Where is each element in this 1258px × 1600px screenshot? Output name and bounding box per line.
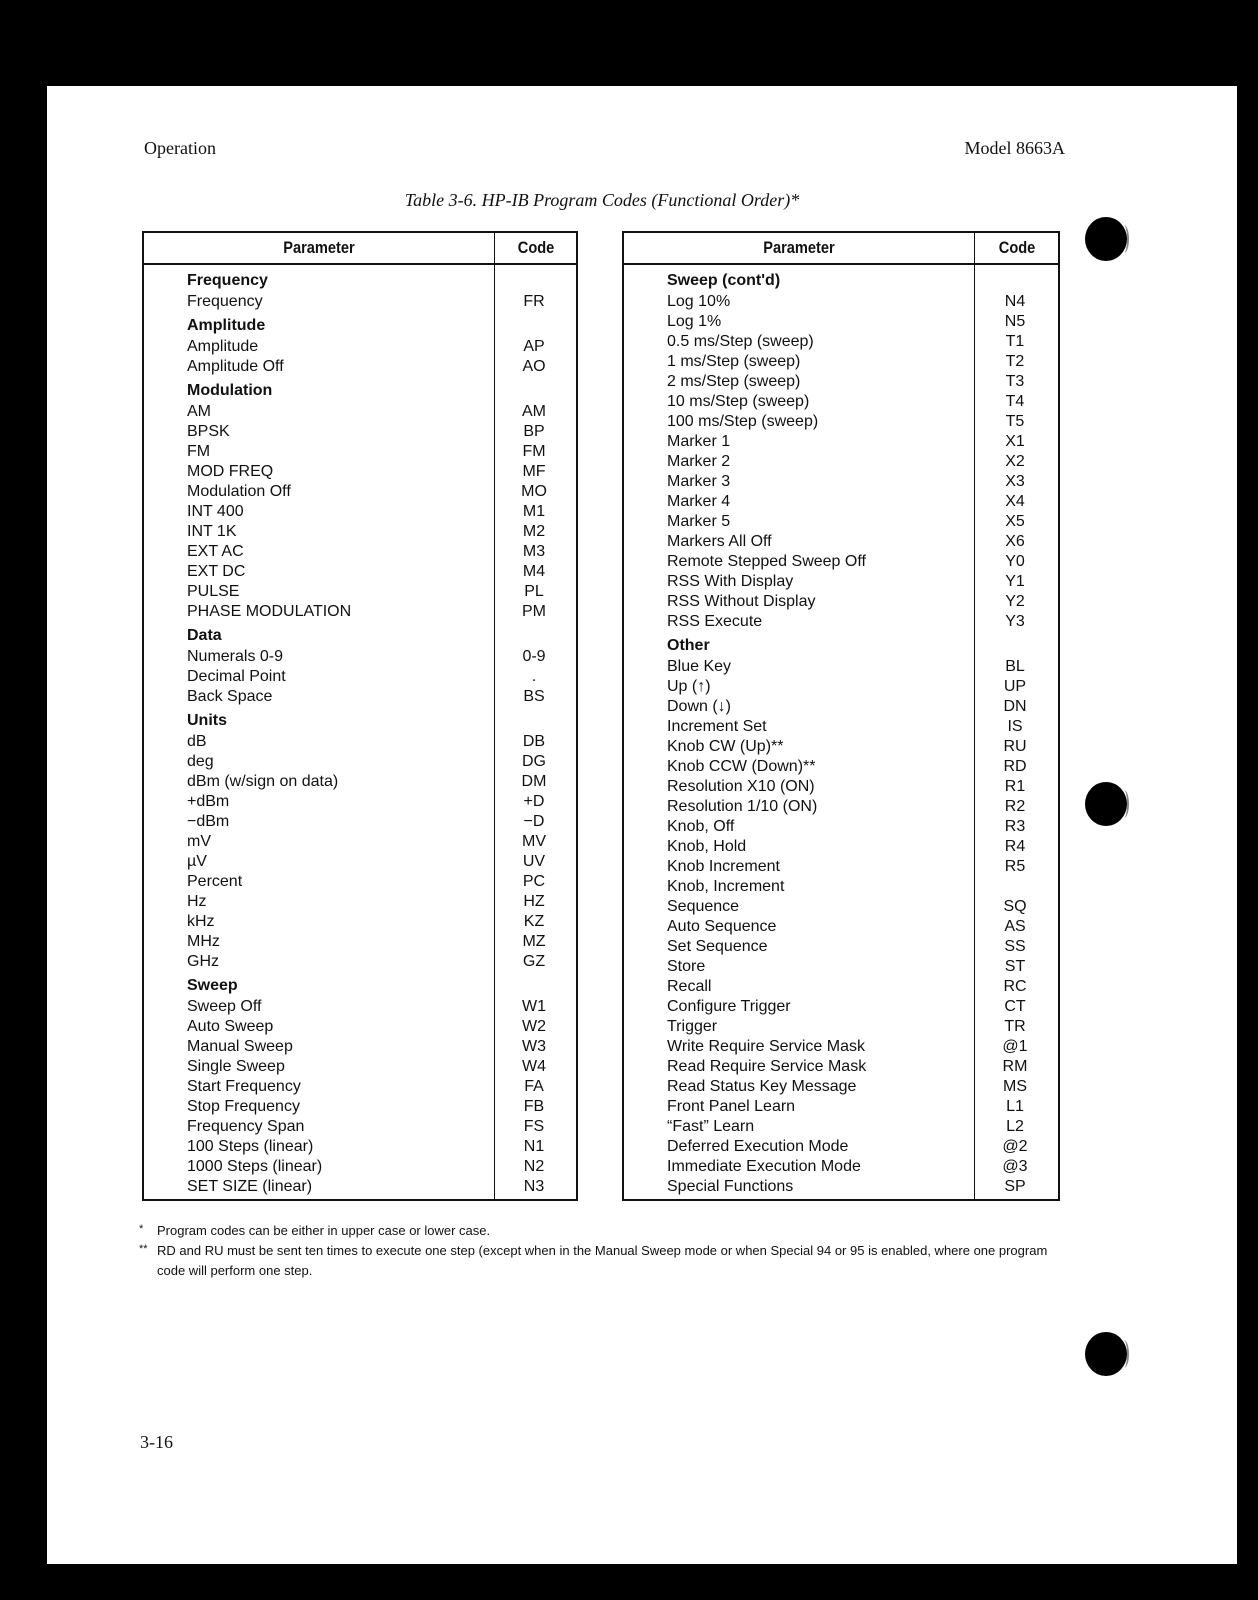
table-row	[623, 817, 1059, 837]
parameter-cell: −dBm	[143, 812, 495, 832]
table-row	[143, 1097, 577, 1117]
column-header-code: Code	[980, 232, 1053, 264]
section-heading: Frequency	[143, 264, 495, 292]
document-page	[47, 86, 1237, 1564]
footnote	[135, 1241, 1057, 1281]
code-cell: M2	[522, 523, 546, 540]
parameter-cell: Marker 2	[623, 452, 975, 472]
code-cell: GZ	[522, 953, 546, 970]
parameter-cell: Frequency Span	[143, 1117, 495, 1137]
parameter-cell: AM	[143, 402, 495, 422]
parameter-cell: 100 ms/Step (sweep)	[623, 412, 975, 432]
code-cell	[975, 632, 1060, 657]
code-cell	[495, 972, 578, 997]
code-cell: +D	[523, 793, 545, 810]
parameter-cell: 100 Steps (linear)	[143, 1137, 495, 1157]
code-cell: SS	[1004, 938, 1026, 955]
table-row	[143, 892, 577, 912]
program-codes-table-right	[622, 231, 1060, 1201]
parameter-cell: Decimal Point	[143, 667, 495, 687]
table-row	[143, 792, 577, 812]
parameter-cell: 1000 Steps (linear)	[143, 1157, 495, 1177]
table-row	[143, 422, 577, 442]
table-row	[143, 1017, 577, 1037]
footnote-text: RD and RU must be sent ten times to execute one step (except when in the Manual Sweep mode or when Special 94 or 95 is enabled, where one program code will perform one step.	[157, 1243, 1048, 1278]
table-row	[623, 797, 1059, 817]
table-row	[623, 897, 1059, 917]
parameter-cell: Increment Set	[623, 717, 975, 737]
parameter-cell: Knob, Increment	[623, 877, 975, 897]
parameter-cell: Knob CW (Up)**	[623, 737, 975, 757]
code-cell	[495, 264, 578, 292]
code-cell: T3	[1005, 373, 1025, 390]
table-row	[623, 492, 1059, 512]
parameter-cell: MOD FREQ	[143, 462, 495, 482]
parameter-cell: RSS Execute	[623, 612, 975, 632]
footnote-mark: *	[139, 1223, 144, 1235]
parameter-cell: Sweep Off	[143, 997, 495, 1017]
code-cell: R2	[1004, 798, 1026, 815]
table-row	[623, 977, 1059, 997]
code-cell	[975, 877, 1060, 897]
code-cell: RM	[1002, 1058, 1028, 1075]
parameter-cell: dB	[143, 732, 495, 752]
code-cell: DN	[1003, 698, 1027, 715]
code-cell: W1	[522, 998, 546, 1015]
code-cell: UP	[1003, 678, 1027, 695]
parameter-cell: Down (↓)	[623, 697, 975, 717]
footnotes	[135, 1221, 1057, 1281]
parameter-cell: Numerals 0-9	[143, 647, 495, 667]
table-row	[623, 512, 1059, 532]
code-cell: X3	[1005, 473, 1025, 490]
table-row	[143, 542, 577, 562]
section-heading: Units	[143, 707, 495, 732]
table-row	[623, 657, 1059, 677]
binder-hole	[1085, 1332, 1127, 1376]
section-row	[143, 377, 577, 402]
code-cell	[975, 264, 1060, 292]
code-cell: M3	[522, 543, 546, 560]
parameter-cell: Stop Frequency	[143, 1097, 495, 1117]
table-row	[623, 997, 1059, 1017]
table-row	[143, 772, 577, 792]
table-row	[143, 647, 577, 667]
parameter-cell: Marker 1	[623, 432, 975, 452]
table-row	[143, 442, 577, 462]
binder-hole	[1085, 217, 1127, 261]
code-cell: N2	[523, 1158, 545, 1175]
program-codes-table-left	[142, 231, 578, 1201]
parameter-cell: Percent	[143, 872, 495, 892]
parameter-cell: Amplitude Off	[143, 357, 495, 377]
parameter-cell: Auto Sequence	[623, 917, 975, 937]
parameter-cell: Frequency	[143, 292, 495, 312]
code-cell: RC	[1003, 978, 1027, 995]
code-cell: Y1	[1005, 573, 1025, 590]
code-cell: @3	[1002, 1158, 1028, 1175]
table-row	[623, 1097, 1059, 1117]
section-heading: Sweep (cont'd)	[623, 264, 975, 292]
code-cell: L2	[1006, 1118, 1024, 1135]
parameter-cell: 1 ms/Step (sweep)	[623, 352, 975, 372]
code-cell: L1	[1006, 1098, 1024, 1115]
table-row	[623, 717, 1059, 737]
parameter-cell: INT 1K	[143, 522, 495, 542]
code-cell: SP	[1004, 1178, 1026, 1195]
table-row	[143, 752, 577, 772]
table-row	[143, 732, 577, 752]
section-row	[623, 264, 1059, 292]
section-heading: Other	[623, 632, 975, 657]
table-row	[143, 912, 577, 932]
section-row	[143, 972, 577, 997]
section-row	[143, 707, 577, 732]
parameter-cell: Write Require Service Mask	[623, 1037, 975, 1057]
table-row	[143, 832, 577, 852]
code-cell	[495, 377, 578, 402]
code-cell: T5	[1005, 413, 1025, 430]
parameter-cell: Knob CCW (Down)**	[623, 757, 975, 777]
code-cell	[495, 622, 578, 647]
code-cell: RD	[1003, 758, 1027, 775]
code-cell: AP	[523, 338, 545, 355]
parameter-cell: 2 ms/Step (sweep)	[623, 372, 975, 392]
parameter-cell: Marker 5	[623, 512, 975, 532]
code-cell: X4	[1005, 493, 1025, 510]
table-row	[623, 1037, 1059, 1057]
table-row	[143, 582, 577, 602]
table-row	[143, 852, 577, 872]
section-heading: Sweep	[143, 972, 495, 997]
code-cell: HZ	[523, 893, 545, 910]
parameter-cell: Trigger	[623, 1017, 975, 1037]
code-cell	[495, 707, 578, 732]
table-row	[143, 502, 577, 522]
code-cell: 0-9	[522, 648, 546, 665]
table-row	[623, 292, 1059, 312]
code-cell: FR	[523, 293, 545, 310]
code-cell: FB	[523, 1098, 545, 1115]
parameter-cell: mV	[143, 832, 495, 852]
footnote-mark: **	[139, 1243, 148, 1255]
table-row	[623, 937, 1059, 957]
code-cell: AS	[1004, 918, 1026, 935]
code-cell: T4	[1005, 393, 1025, 410]
parameter-cell: Knob, Off	[623, 817, 975, 837]
parameter-cell: 0.5 ms/Step (sweep)	[623, 332, 975, 352]
code-cell: PC	[522, 873, 546, 890]
code-cell: M1	[522, 503, 546, 520]
table-row	[143, 482, 577, 502]
page-number: 3-16	[140, 1432, 173, 1452]
code-cell: FS	[523, 1118, 545, 1135]
table-row	[623, 1057, 1059, 1077]
table-row	[623, 412, 1059, 432]
code-cell: PM	[522, 603, 546, 620]
code-cell: T2	[1005, 353, 1025, 370]
code-cell: X5	[1005, 513, 1025, 530]
code-cell: N5	[1004, 313, 1026, 330]
parameter-cell: SET SIZE (linear)	[143, 1177, 495, 1200]
code-cell: MV	[522, 833, 546, 850]
footnote	[135, 1221, 1057, 1241]
code-cell: −D	[523, 813, 545, 830]
parameter-cell: Set Sequence	[623, 937, 975, 957]
table-row	[623, 312, 1059, 332]
section-heading: Data	[143, 622, 495, 647]
code-cell: Y0	[1005, 553, 1025, 570]
code-cell: MO	[521, 483, 547, 500]
code-cell: FM	[522, 443, 546, 460]
binder-hole	[1085, 782, 1127, 826]
code-cell: PL	[524, 583, 544, 600]
parameter-cell: Resolution X10 (ON)	[623, 777, 975, 797]
table-row	[623, 552, 1059, 572]
parameter-cell: Modulation Off	[143, 482, 495, 502]
column-header-code: Code	[500, 232, 571, 264]
table-row	[623, 472, 1059, 492]
table-row	[143, 522, 577, 542]
table-caption: Table 3-6. HP-IB Program Codes (Functional Order)*	[404, 190, 800, 210]
code-cell: RU	[1003, 738, 1027, 755]
table-row	[623, 857, 1059, 877]
code-cell: W4	[522, 1058, 546, 1075]
column-header-parameter: Parameter	[168, 232, 470, 264]
table-row	[143, 1077, 577, 1097]
table-row	[623, 592, 1059, 612]
parameter-cell: MHz	[143, 932, 495, 952]
code-cell: IS	[1007, 718, 1023, 735]
parameter-cell: +dBm	[143, 792, 495, 812]
code-cell: @2	[1002, 1138, 1028, 1155]
table-row	[623, 352, 1059, 372]
table-row	[623, 432, 1059, 452]
code-cell: BP	[523, 423, 545, 440]
header-section-title: Operation	[144, 138, 216, 158]
code-cell: DM	[521, 773, 547, 790]
table-row	[623, 612, 1059, 632]
table-row	[143, 1117, 577, 1137]
section-row	[143, 264, 577, 292]
parameter-cell: Marker 3	[623, 472, 975, 492]
parameter-cell: dBm (w/sign on data)	[143, 772, 495, 792]
table-row	[143, 872, 577, 892]
table-row	[623, 837, 1059, 857]
table-row	[143, 1037, 577, 1057]
code-cell: W3	[522, 1038, 546, 1055]
table-row	[143, 602, 577, 622]
parameter-cell: Knob, Hold	[623, 837, 975, 857]
footnote-text: Program codes can be either in upper case or lower case.	[157, 1223, 491, 1238]
table-row	[143, 812, 577, 832]
code-cell: X2	[1005, 453, 1025, 470]
parameter-cell: RSS Without Display	[623, 592, 975, 612]
code-cell: .	[531, 668, 537, 685]
code-cell: TR	[1004, 1018, 1026, 1035]
table-row	[623, 1157, 1059, 1177]
header-model: Model 8663A	[964, 138, 1065, 158]
parameter-cell: Configure Trigger	[623, 997, 975, 1017]
code-cell: X1	[1005, 433, 1025, 450]
parameter-cell: Log 10%	[623, 292, 975, 312]
table-row	[623, 572, 1059, 592]
table-row	[623, 697, 1059, 717]
parameter-cell: EXT AC	[143, 542, 495, 562]
table-row	[623, 957, 1059, 977]
code-cell: R4	[1004, 838, 1026, 855]
parameter-cell: Amplitude	[143, 337, 495, 357]
table-row	[623, 777, 1059, 797]
section-row	[143, 622, 577, 647]
parameter-cell: INT 400	[143, 502, 495, 522]
code-cell	[495, 312, 578, 337]
parameter-cell: BPSK	[143, 422, 495, 442]
table-row	[143, 1057, 577, 1077]
table-row	[143, 667, 577, 687]
parameter-cell: Start Frequency	[143, 1077, 495, 1097]
parameter-cell: Special Functions	[623, 1177, 975, 1200]
code-cell: R3	[1004, 818, 1026, 835]
parameter-cell: PHASE MODULATION	[143, 602, 495, 622]
code-cell: MS	[1003, 1078, 1027, 1095]
table-row	[143, 952, 577, 972]
table-row	[623, 737, 1059, 757]
code-cell: MZ	[522, 933, 546, 950]
parameter-cell: Log 1%	[623, 312, 975, 332]
code-cell: X6	[1005, 533, 1025, 550]
code-cell: DB	[522, 733, 546, 750]
code-cell: DG	[522, 753, 546, 770]
parameter-cell: Knob Increment	[623, 857, 975, 877]
table-row	[143, 1157, 577, 1177]
code-cell: N1	[523, 1138, 545, 1155]
section-row	[143, 312, 577, 337]
table-row	[143, 462, 577, 482]
code-cell: AO	[522, 358, 546, 375]
table-row	[143, 932, 577, 952]
code-cell: AM	[522, 403, 546, 420]
table-row	[143, 1137, 577, 1157]
code-cell: ST	[1004, 958, 1026, 975]
code-cell: FA	[524, 1078, 544, 1095]
code-cell: BS	[523, 688, 545, 705]
table-row	[143, 562, 577, 582]
parameter-cell: Read Status Key Message	[623, 1077, 975, 1097]
parameter-cell: Store	[623, 957, 975, 977]
code-cell: MF	[522, 463, 546, 480]
table-row	[143, 1177, 577, 1200]
code-cell: CT	[1004, 998, 1026, 1015]
table-row	[623, 1077, 1059, 1097]
parameter-cell: Marker 4	[623, 492, 975, 512]
code-cell: T1	[1005, 333, 1025, 350]
parameter-cell: Front Panel Learn	[623, 1097, 975, 1117]
parameter-cell: Read Require Service Mask	[623, 1057, 975, 1077]
table-row	[143, 687, 577, 707]
parameter-cell: “Fast” Learn	[623, 1117, 975, 1137]
parameter-cell: GHz	[143, 952, 495, 972]
parameter-cell: Single Sweep	[143, 1057, 495, 1077]
parameter-cell: Blue Key	[623, 657, 975, 677]
parameter-cell: Back Space	[143, 687, 495, 707]
table-row	[623, 877, 1059, 897]
code-cell: SQ	[1003, 898, 1027, 915]
table-row	[143, 357, 577, 377]
code-cell: W2	[522, 1018, 546, 1035]
code-cell: BL	[1005, 658, 1025, 675]
parameter-cell: kHz	[143, 912, 495, 932]
table-row	[623, 1117, 1059, 1137]
parameter-cell: EXT DC	[143, 562, 495, 582]
section-row	[623, 632, 1059, 657]
table-row	[623, 757, 1059, 777]
code-cell: N4	[1004, 293, 1026, 310]
parameter-cell: Auto Sweep	[143, 1017, 495, 1037]
parameter-cell: PULSE	[143, 582, 495, 602]
table-row	[623, 677, 1059, 697]
code-cell: R5	[1004, 858, 1026, 875]
table-row	[623, 1177, 1059, 1200]
table-row	[623, 1137, 1059, 1157]
code-cell: R1	[1004, 778, 1026, 795]
parameter-cell: Recall	[623, 977, 975, 997]
table-row	[143, 337, 577, 357]
parameter-cell: Deferred Execution Mode	[623, 1137, 975, 1157]
code-cell: KZ	[523, 913, 545, 930]
parameter-cell: µV	[143, 852, 495, 872]
table-row	[623, 452, 1059, 472]
parameter-cell: Immediate Execution Mode	[623, 1157, 975, 1177]
table-row	[143, 292, 577, 312]
table-row	[623, 332, 1059, 352]
code-cell: M4	[522, 563, 546, 580]
code-cell: UV	[522, 853, 546, 870]
table-row	[623, 917, 1059, 937]
parameter-cell: Up (↑)	[623, 677, 975, 697]
parameter-cell: Hz	[143, 892, 495, 912]
parameter-cell: RSS With Display	[623, 572, 975, 592]
parameter-cell: Manual Sweep	[143, 1037, 495, 1057]
column-header-parameter: Parameter	[648, 232, 950, 264]
parameter-cell: Sequence	[623, 897, 975, 917]
table-row	[623, 1017, 1059, 1037]
parameter-cell: Resolution 1/10 (ON)	[623, 797, 975, 817]
parameter-cell: 10 ms/Step (sweep)	[623, 392, 975, 412]
code-cell: Y2	[1005, 593, 1025, 610]
table-row	[623, 372, 1059, 392]
code-cell: Y3	[1005, 613, 1025, 630]
code-cell: @1	[1002, 1038, 1028, 1055]
parameter-cell: deg	[143, 752, 495, 772]
parameter-cell: Remote Stepped Sweep Off	[623, 552, 975, 572]
code-cell: N3	[523, 1178, 545, 1195]
table-row	[143, 997, 577, 1017]
parameter-cell: FM	[143, 442, 495, 462]
table-row	[143, 402, 577, 422]
section-heading: Modulation	[143, 377, 495, 402]
table-row	[623, 532, 1059, 552]
section-heading: Amplitude	[143, 312, 495, 337]
parameter-cell: Markers All Off	[623, 532, 975, 552]
table-row	[623, 392, 1059, 412]
